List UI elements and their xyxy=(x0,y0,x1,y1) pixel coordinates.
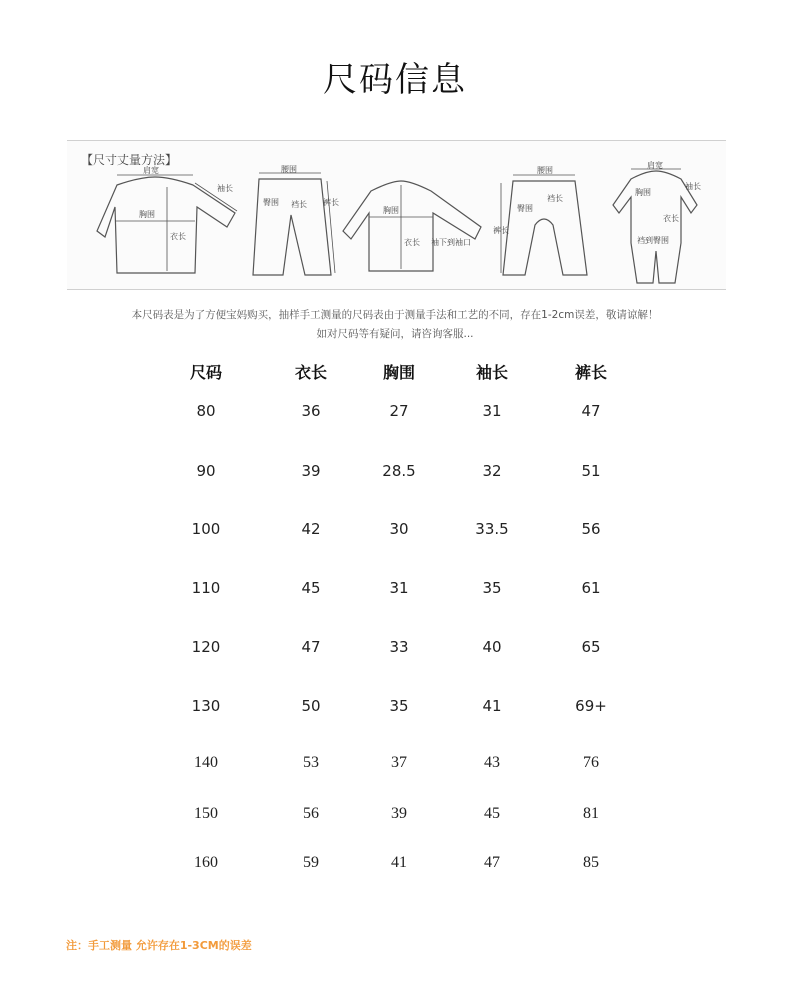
table-cell-chest: 35 xyxy=(389,697,409,715)
table-cell-sleeve: 41 xyxy=(482,697,502,715)
table-cell-pants: 69+ xyxy=(575,697,607,715)
table-cell-size: 120 xyxy=(191,638,221,656)
open-inseam-label: 裆长 xyxy=(547,194,563,203)
table-cell-sleeve: 35 xyxy=(482,579,502,597)
waist-label: 腰围 xyxy=(281,165,297,174)
table-cell-size: 130 xyxy=(191,697,221,715)
table-cell-chest: 27 xyxy=(389,402,409,420)
table-cell-chest: 37 xyxy=(391,754,407,771)
open-waist-label: 腰围 xyxy=(537,166,553,175)
table-cell-size: 90 xyxy=(196,462,216,480)
table-cell-size: 140 xyxy=(194,754,218,771)
header-pants: 裤长 xyxy=(574,363,607,382)
romper-diagram xyxy=(601,161,701,285)
table-cell-pants: 56 xyxy=(581,520,601,538)
table-cell-size: 100 xyxy=(191,520,221,538)
table-cell-pants: 51 xyxy=(581,462,601,480)
header-size: 尺码 xyxy=(189,363,222,382)
note-line-2: 如对尺码等有疑问，请咨询客服... xyxy=(316,328,474,340)
table-cell-size: 160 xyxy=(194,854,218,871)
table-cell-sleeve: 47 xyxy=(484,854,500,871)
measurement-method-heading: 【尺寸丈量方法】 xyxy=(81,153,178,167)
raglan-top-diagram xyxy=(341,165,491,280)
raglan-chest-label: 胸围 xyxy=(383,206,399,215)
table-cell-chest: 30 xyxy=(389,520,409,538)
table-cell-pants: 76 xyxy=(583,754,599,771)
table-cell-pants: 81 xyxy=(583,805,599,822)
pants-diagram xyxy=(239,165,339,280)
table-cell-chest: 28.5 xyxy=(382,462,416,480)
romper-hip-label: 裆到臀围 xyxy=(637,236,669,245)
sleeve-to-cuff-label: 袖下到袖口 xyxy=(431,238,471,247)
table-cell-pants: 65 xyxy=(581,638,601,656)
table-cell-size: 110 xyxy=(191,579,221,597)
table-cell-length: 42 xyxy=(301,520,321,538)
table-cell-pants: 61 xyxy=(581,579,601,597)
table-cell-length: 50 xyxy=(301,697,321,715)
open-pants-diagram xyxy=(495,165,595,280)
sleeve-label: 袖长 xyxy=(217,184,233,193)
table-cell-size: 150 xyxy=(194,805,218,822)
raglan-length-label: 衣长 xyxy=(404,238,420,247)
pants-length-label: 裤长 xyxy=(323,198,339,207)
table-cell-pants: 85 xyxy=(583,854,599,871)
romper-shoulder-label: 肩宽 xyxy=(647,161,663,170)
table-cell-length: 45 xyxy=(301,579,321,597)
table-cell-length: 59 xyxy=(303,854,319,871)
table-cell-sleeve: 33.5 xyxy=(475,520,509,538)
shoulder-label: 肩宽 xyxy=(143,166,159,175)
note-line-1: 本尺码表是为了方便宝妈购买，抽样手工测量的尺码表由于测量手法和工艺的不同，存在1-2cm误差，敬请谅解！ xyxy=(131,309,659,321)
hip-label: 臀围 xyxy=(263,198,279,207)
body-length-label: 衣长 xyxy=(170,232,186,241)
top-diagram xyxy=(95,165,245,280)
table-cell-sleeve: 40 xyxy=(482,638,502,656)
romper-sleeve-label: 袖长 xyxy=(685,182,701,191)
table-cell-size: 80 xyxy=(196,402,216,420)
chest-label: 胸围 xyxy=(139,210,155,219)
measurement-method-panel xyxy=(67,140,726,290)
table-cell-sleeve: 31 xyxy=(482,402,502,420)
romper-chest-label: 胸围 xyxy=(635,188,651,197)
table-cell-chest: 39 xyxy=(391,805,407,822)
table-cell-sleeve: 43 xyxy=(484,754,500,771)
table-cell-chest: 31 xyxy=(389,579,409,597)
table-cell-pants: 47 xyxy=(581,402,601,420)
header-chest: 胸围 xyxy=(382,363,415,382)
table-cell-length: 47 xyxy=(301,638,321,656)
footnote: 注：手工测量 允许存在1-3CM的误差 xyxy=(66,939,252,952)
open-hip-label: 臀围 xyxy=(517,204,533,213)
open-length-label: 裤长 xyxy=(493,226,509,235)
header-sleeve: 袖长 xyxy=(475,363,508,382)
table-cell-chest: 33 xyxy=(389,638,409,656)
table-cell-length: 56 xyxy=(303,805,319,822)
page-title: 尺码信息 xyxy=(323,60,467,100)
header-length: 衣长 xyxy=(294,363,327,382)
table-cell-length: 39 xyxy=(301,462,321,480)
table-cell-chest: 41 xyxy=(391,854,407,871)
romper-length-label: 衣长 xyxy=(663,214,679,223)
table-cell-sleeve: 45 xyxy=(484,805,500,822)
table-cell-sleeve: 32 xyxy=(482,462,502,480)
size-chart-note xyxy=(0,306,790,344)
table-cell-length: 53 xyxy=(303,754,319,771)
inseam-label: 裆长 xyxy=(291,200,307,209)
table-cell-length: 36 xyxy=(301,402,321,420)
